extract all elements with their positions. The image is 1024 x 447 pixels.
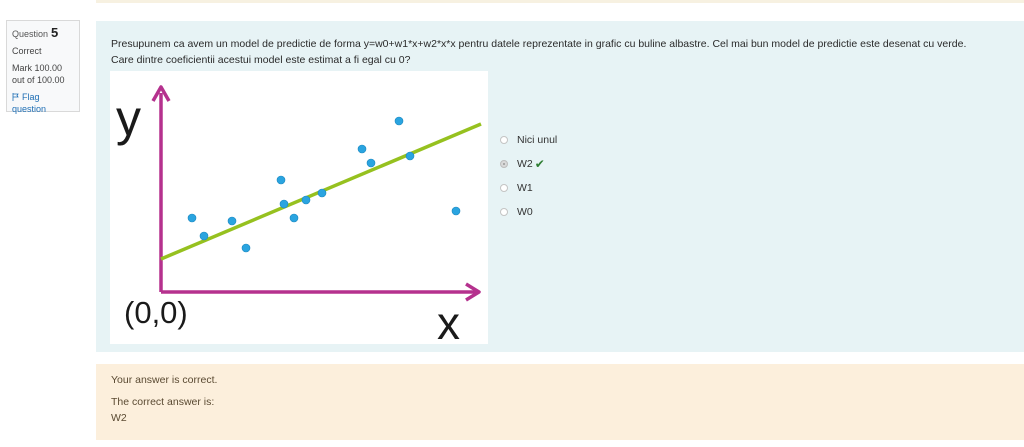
answer-label-w2: W2: [517, 158, 533, 170]
data-point: [302, 196, 310, 204]
answer-option-w0[interactable]: [500, 200, 557, 224]
question-label-line: [12, 27, 75, 40]
radio-w1[interactable]: [500, 184, 508, 192]
data-point: [367, 159, 375, 167]
question-text-line1: Presupunem ca avem un model de predictie de forma y=w0+w1*x+w2*x*x pentru datele reprezentate in grafic cu buline albastre. Cel mai bun model de predictie este desenat cu verde.: [111, 38, 967, 50]
radio-w0[interactable]: [500, 208, 508, 216]
question-graph: [110, 71, 488, 344]
answer-option-nici-unul[interactable]: [500, 128, 557, 152]
data-point: [228, 217, 236, 225]
data-point: [242, 244, 250, 252]
answer-label-w0: W0: [517, 206, 533, 218]
data-point: [200, 232, 208, 240]
top-edge: [96, 0, 1024, 3]
x-axis-label: x: [437, 297, 460, 344]
data-point: [277, 176, 285, 184]
y-axis-label: y: [116, 90, 141, 146]
flag-icon: [12, 93, 20, 101]
answer-label-nici-unul: Nici unul: [517, 134, 558, 146]
data-point: [452, 207, 460, 215]
question-text: [111, 36, 1011, 68]
answer-label-w1: W1: [517, 182, 533, 194]
correct-check-icon: ✔: [534, 157, 545, 171]
answer-options: [500, 128, 557, 224]
question-text-line2: Care dintre coeficientii acestui model este estimat a fi egal cu 0?: [111, 54, 411, 66]
data-point: [188, 214, 196, 222]
data-point: [290, 214, 298, 222]
data-point: [318, 189, 326, 197]
question-info: [6, 20, 80, 112]
question-state: Correct: [12, 46, 42, 56]
question-grade: Mark 100.00 out of 100.00: [12, 63, 65, 85]
data-point: [280, 200, 288, 208]
origin-label: (0,0): [124, 295, 188, 330]
flag-question-label: Flag question: [12, 92, 47, 114]
question-formulation: [96, 21, 1024, 352]
radio-nici-unul[interactable]: [500, 136, 508, 144]
correct-answer-label: The correct answer is:: [111, 396, 215, 408]
radio-w2[interactable]: [500, 160, 508, 168]
feedback-panel: [96, 364, 1024, 440]
feedback-status: Your answer is correct.: [111, 374, 218, 386]
data-point: [358, 145, 366, 153]
question-label: Question: [12, 29, 49, 39]
data-point: [395, 117, 403, 125]
answer-option-w2[interactable]: [500, 152, 557, 176]
flag-question-link[interactable]: [12, 91, 75, 115]
correct-answer-value: W2: [111, 412, 127, 424]
question-number: 5: [51, 25, 59, 40]
graph-svg: [110, 71, 488, 344]
data-point: [406, 152, 414, 160]
answer-option-w1[interactable]: [500, 176, 557, 200]
